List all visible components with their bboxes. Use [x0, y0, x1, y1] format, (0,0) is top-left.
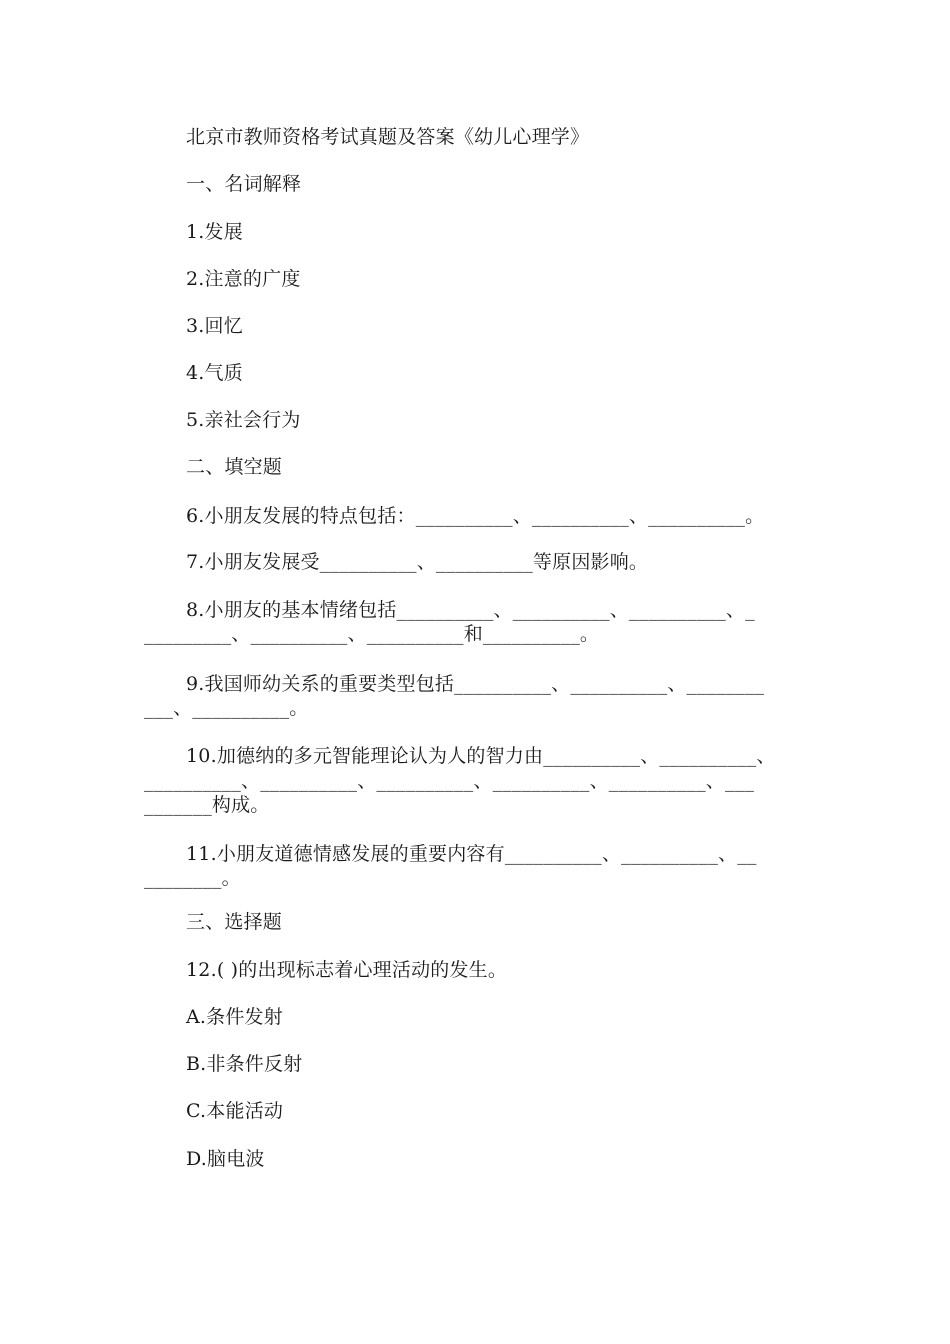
question-11-line-2: ________。 [144, 867, 241, 889]
question-12-option-d: D.脑电波 [186, 1148, 265, 1170]
question-9-line-1: 9.我国师幼关系的重要类型包括__________、__________、________ [186, 673, 765, 695]
question-8-line-2: _________、__________、__________和__________。 [144, 623, 600, 645]
question-1: 1.发展 [186, 221, 243, 243]
section-heading-fill-in: 二、填空题 [186, 456, 283, 478]
question-3: 3.回忆 [186, 315, 243, 337]
question-4: 4.气质 [186, 362, 243, 384]
question-12-option-b: B.非条件反射 [186, 1053, 303, 1075]
question-7: 7.小朋友发展受__________、__________等原因影响。 [186, 551, 649, 573]
section-heading-multiple-choice: 三、选择题 [186, 911, 283, 933]
question-10-line-3: _______构成。 [144, 794, 270, 816]
question-6: 6.小朋友发展的特点包括：__________、__________、__________。 [186, 505, 765, 527]
question-9-line-2: ___、__________。 [144, 697, 309, 719]
question-2: 2.注意的广度 [186, 268, 301, 290]
section-heading-definitions: 一、名词解释 [186, 173, 302, 195]
question-12-option-c: C.本能活动 [186, 1100, 284, 1122]
document-title: 北京市教师资格考试真题及答案《幼儿心理学》 [186, 126, 590, 148]
question-10-line-1: 10.加德纳的多元智能理论认为人的智力由__________、__________、 [186, 745, 776, 767]
question-8-line-1: 8.小朋友的基本情绪包括__________、__________、__________、_ [186, 599, 755, 621]
question-10-line-2: __________、__________、__________、__________、__________、___ [144, 770, 755, 792]
question-11-line-1: 11.小朋友道德情感发展的重要内容有__________、__________、__ [186, 843, 757, 865]
question-5: 5.亲社会行为 [186, 409, 301, 431]
question-12-option-a: A.条件发射 [186, 1006, 283, 1028]
question-12: 12.( )的出现标志着心理活动的发生。 [186, 959, 508, 981]
